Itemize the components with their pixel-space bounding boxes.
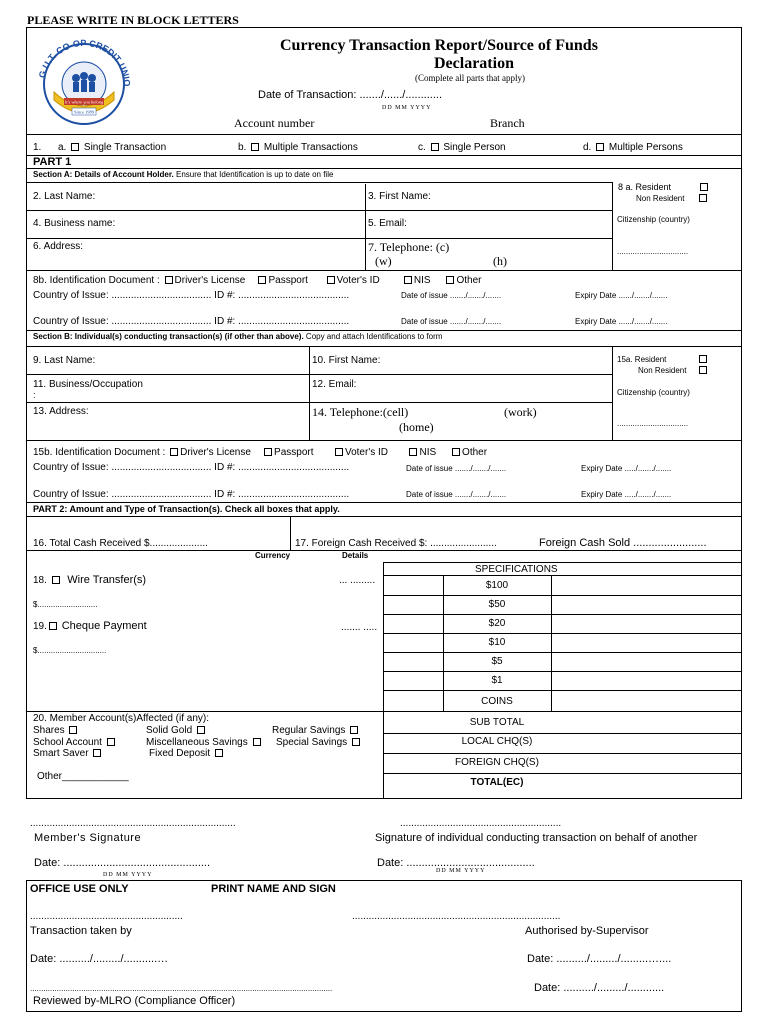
checkbox[interactable] <box>71 143 79 151</box>
wire-amount-field[interactable]: $........................... <box>33 600 98 609</box>
b-citizenship-field[interactable]: ................................ <box>617 419 689 428</box>
b-email-field[interactable]: 12. Email: <box>312 379 357 390</box>
credit-union-logo <box>30 34 138 126</box>
form-title: Currency Transaction Report/Source of Funds <box>280 37 598 54</box>
checkbox[interactable] <box>251 143 259 151</box>
individual-date-format: DD MM YYYY <box>436 868 486 874</box>
office-use-label: OFFICE USE ONLY <box>30 883 129 895</box>
fixed-deposit-option[interactable]: Fixed Deposit <box>149 748 225 759</box>
checkbox[interactable] <box>350 726 358 734</box>
part1-title: PART 1 <box>33 156 72 168</box>
special-savings-option[interactable]: Special Savings <box>276 737 362 748</box>
b-country-of-issue-field-2[interactable]: Country of Issue: .................................... ID #: ........................................ <box>33 489 350 500</box>
checkbox[interactable] <box>93 749 101 757</box>
checkbox[interactable] <box>409 448 417 456</box>
checkbox[interactable] <box>352 738 360 746</box>
spec-total: TOTAL(EC) <box>470 777 524 788</box>
q1d-option[interactable]: d. Multiple Persons <box>583 142 683 153</box>
form-subtitle: (Complete all parts that apply) <box>415 73 525 83</box>
b-expiry-date-field-2[interactable]: Expiry Date ...../......./....... <box>581 490 672 499</box>
checkbox[interactable] <box>49 622 57 630</box>
b-telephone-cell-field[interactable]: 14. Telephone:(cell) <box>312 405 409 419</box>
b-last-name-field[interactable]: 9. Last Name: <box>33 355 96 366</box>
checkbox[interactable] <box>52 576 60 584</box>
regular-savings-option[interactable]: Regular Savings <box>272 725 360 736</box>
cheque-amount-field[interactable]: $............................... <box>33 646 107 655</box>
checkbox[interactable] <box>596 143 604 151</box>
mlro-label: Reviewed by-MLRO (Compliance Officer) <box>33 995 236 1007</box>
checkbox[interactable] <box>431 143 439 151</box>
b-id-document-row: 15b. Identification Document : Driver's License Passport Voter's ID NIS Other <box>33 447 488 458</box>
print-name-sign-label: PRINT NAME AND SIGN <box>211 883 336 895</box>
b-date-of-issue-field[interactable]: Date of issue ......./......./....... <box>406 464 507 473</box>
wire-details-field[interactable]: ... ......... <box>339 575 376 586</box>
date-format-hint: DD MM YYYY <box>382 105 432 111</box>
foreign-cash-received-field[interactable]: 17. Foreign Cash Received $: ........................ <box>295 538 497 549</box>
svg-text:G.U.T. CO-OP CREDIT UNION: G.U.T. CO-OP CREDIT UNIO <box>36 37 133 87</box>
b-business-field[interactable]: 11. Business/Occupation <box>33 379 143 390</box>
section-a-heading: Section A: Details of Account Holder. Ensure that Identification is up to date on file <box>33 170 334 179</box>
q1a-option[interactable]: a. Single Transaction <box>58 142 167 153</box>
q1-number: 1. <box>33 142 42 153</box>
date-of-issue-field[interactable]: Date of issue ......./......./....... <box>401 291 502 300</box>
specifications-header: SPECIFICATIONS <box>475 564 558 575</box>
q1b-option[interactable]: b. Multiple Transactions <box>238 142 358 153</box>
email-field[interactable]: 5. Email: <box>368 218 407 229</box>
last-name-field[interactable]: 2. Last Name: <box>33 191 96 202</box>
branch-label: Branch <box>490 116 525 130</box>
spec-10: $10 <box>488 637 506 648</box>
checkbox[interactable] <box>404 276 412 284</box>
checkbox[interactable] <box>253 738 261 746</box>
total-cash-received-field[interactable]: 16. Total Cash Received $..................... <box>33 538 208 549</box>
supervisor-date-field[interactable]: Date: ........../........./.........….... <box>527 953 672 965</box>
form-title-line2: Declaration <box>434 55 514 72</box>
mlro-line[interactable]: ........................................................................................................................................ <box>30 984 333 993</box>
b-non-resident-option[interactable]: Non Resident <box>638 366 687 375</box>
checkbox[interactable] <box>327 276 335 284</box>
mlro-date-field[interactable]: Date: ........../........./............ <box>534 982 665 994</box>
checkbox[interactable] <box>197 726 205 734</box>
country-of-issue-field[interactable]: Country of Issue: .................................... ID #: ........................................ <box>33 290 350 301</box>
member-date-field[interactable]: Date: ................................................ <box>34 857 211 869</box>
expiry-date-field[interactable]: Expiry Date ....../......./....... <box>575 291 668 300</box>
business-name-field[interactable]: 4. Business name: <box>33 218 116 229</box>
checkbox[interactable] <box>258 276 266 284</box>
spec-local-cheques: LOCAL CHQ(S) <box>461 736 533 747</box>
checkbox[interactable] <box>335 448 343 456</box>
checkbox[interactable] <box>215 749 223 757</box>
other-account-field[interactable]: Other____________ <box>37 771 129 782</box>
telephone-home-field[interactable]: (h) <box>493 254 507 268</box>
logo-since: Since 1989 <box>73 109 95 115</box>
citizenship-label: Citizenship (country) <box>617 215 690 224</box>
telephone-work-field[interactable]: (w) <box>375 254 392 268</box>
supervisor-line[interactable]: ........................................................................... <box>352 911 561 922</box>
smart-saver-option[interactable]: Smart Saver <box>33 748 103 759</box>
shares-option[interactable]: Shares <box>33 725 79 736</box>
spec-20: $20 <box>488 618 506 629</box>
citizenship-field[interactable]: ................................ <box>617 247 689 256</box>
country-of-issue-field-2[interactable]: Country of Issue: .................................... ID #: ........................................ <box>33 316 350 327</box>
block-letters-note: PLEASE WRITE IN BLOCK LETTERS <box>27 13 239 27</box>
member-signature-line[interactable]: .......................................................................... <box>30 818 236 829</box>
accounts-affected-label: 20. Member Account(s)Affected (if any): <box>33 713 210 724</box>
q1c-option[interactable]: c. Single Person <box>418 142 506 153</box>
details-header: Details <box>342 551 369 560</box>
checkbox[interactable] <box>446 276 454 284</box>
date-of-issue-field-2[interactable]: Date of issue ......./......./....... <box>401 317 502 326</box>
b-date-of-issue-field-2[interactable]: Date of issue ......./......./....... <box>406 490 507 499</box>
checkbox[interactable] <box>107 738 115 746</box>
spec-50: $50 <box>488 599 506 610</box>
cheque-payment-option[interactable]: 19. Cheque Payment <box>33 620 147 632</box>
b-telephone-work-field[interactable]: (work) <box>504 405 537 419</box>
b-resident-option[interactable]: 15a. Resident <box>617 355 667 364</box>
telephone-cell-field[interactable]: 7. Telephone: (c) <box>368 240 450 254</box>
supervisor-label: Authorised by-Supervisor <box>525 925 649 937</box>
b-first-name-field[interactable]: 10. First Name: <box>312 355 381 366</box>
spec-100: $100 <box>485 580 509 591</box>
member-date-format: DD MM YYYY <box>103 872 153 878</box>
taken-by-label: Transaction taken by <box>30 925 132 937</box>
expiry-date-field-2[interactable]: Expiry Date ....../......./....... <box>575 317 668 326</box>
checkbox[interactable] <box>165 276 173 284</box>
address-field[interactable]: 6. Address: <box>33 241 84 252</box>
individual-date-field[interactable]: Date: .......................................... <box>377 857 535 869</box>
checkbox[interactable] <box>170 448 178 456</box>
first-name-field[interactable]: 3. First Name: <box>368 191 431 202</box>
foreign-cash-sold-field[interactable]: Foreign Cash Sold ........................ <box>539 537 707 549</box>
checkbox[interactable] <box>264 448 272 456</box>
section-b-heading: Section B: Individual(s) conducting transaction(s) (if other than above). Copy and attach Identifications to form <box>33 332 443 341</box>
solid-gold-option[interactable]: Solid Gold <box>146 725 207 736</box>
non-resident-checkbox[interactable] <box>699 194 707 202</box>
cheque-details-field[interactable]: ....... ..... <box>341 622 378 633</box>
checkbox[interactable] <box>69 726 77 734</box>
id-document-row: 8b. Identification Document : Driver's License Passport Voter's ID NIS Other <box>33 275 482 286</box>
b-non-resident-checkbox[interactable] <box>699 366 707 374</box>
part2-title: PART 2: Amount and Type of Transaction(s). Check all boxes that apply. <box>33 504 340 514</box>
b-address-field[interactable]: 13. Address: <box>33 406 89 417</box>
spec-5: $5 <box>491 656 503 667</box>
b-business-colon: : <box>33 390 36 400</box>
individual-signature-line[interactable]: .......................................................... <box>400 818 562 829</box>
member-signature-label: Member's Signature <box>34 832 142 844</box>
spec-coins: COINS <box>481 696 513 707</box>
currency-header: Currency <box>255 551 291 560</box>
account-number-label: Account number <box>234 116 315 130</box>
resident-option[interactable]: 8 a. Resident <box>618 182 672 192</box>
checkbox[interactable] <box>452 448 460 456</box>
transaction-date-field[interactable]: Date of Transaction: ......./....../............ <box>258 89 443 101</box>
spec-foreign-cheques: FOREIGN CHQ(S) <box>455 757 539 768</box>
b-telephone-home-field[interactable]: (home) <box>399 420 434 434</box>
b-expiry-date-field[interactable]: Expiry Date ...../......./....... <box>581 464 672 473</box>
b-citizenship-label: Citizenship (country) <box>617 388 690 397</box>
wire-transfer-option[interactable]: 18. Wire Transfer(s) <box>33 574 147 586</box>
b-resident-checkbox[interactable] <box>699 355 707 363</box>
misc-savings-option[interactable]: Miscellaneous Savings <box>146 737 263 748</box>
b-country-of-issue-field[interactable]: Country of Issue: .................................... ID #: ........................................ <box>33 462 350 473</box>
individual-signature-label: Signature of individual conducting transaction on behalf of another <box>375 832 698 844</box>
school-account-option[interactable]: School Account <box>33 737 117 748</box>
resident-checkbox[interactable] <box>700 183 708 191</box>
logo-motto: It's where you belong <box>64 99 104 105</box>
taken-date-field[interactable]: Date: ........../........./...........… <box>30 953 169 965</box>
taken-by-line[interactable]: ....................................................... <box>30 911 183 922</box>
non-resident-option[interactable]: Non Resident <box>636 194 685 203</box>
spec-1: $1 <box>491 675 503 686</box>
spec-subtotal: SUB TOTAL <box>469 717 525 728</box>
